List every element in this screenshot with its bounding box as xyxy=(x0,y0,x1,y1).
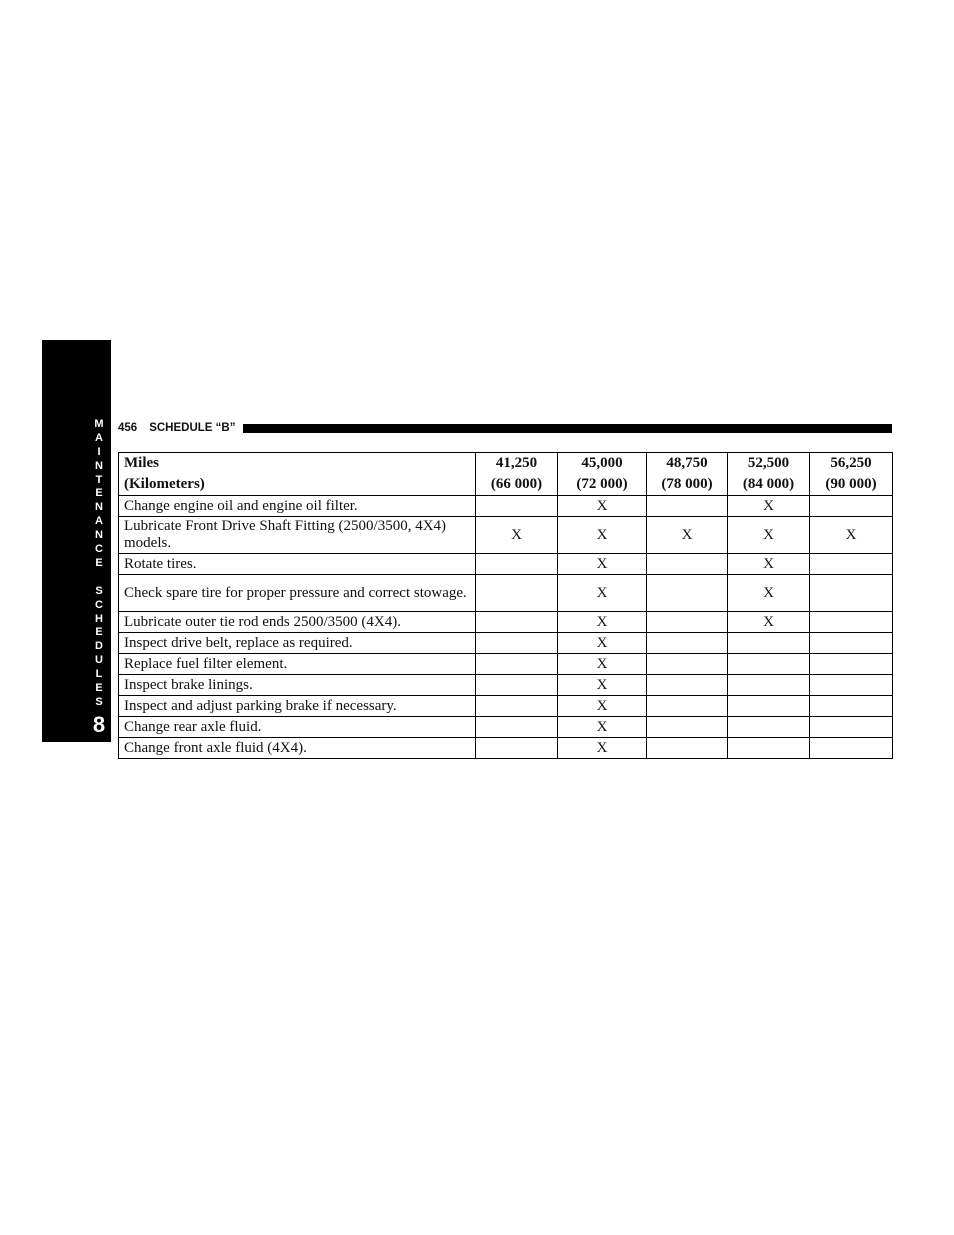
interval-km: (66 000) xyxy=(490,476,543,492)
mark-cell xyxy=(810,612,893,633)
mark-cell xyxy=(810,675,893,696)
mark-cell: X xyxy=(476,517,558,554)
interval-km: (90 000) xyxy=(825,476,877,492)
task-cell: Change engine oil and engine oil filter. xyxy=(119,496,476,517)
task-cell: Change rear axle fluid. xyxy=(119,717,476,738)
tab-letter: E xyxy=(95,556,103,569)
tab-letter: N xyxy=(95,459,103,472)
interval-header xyxy=(810,453,893,496)
task-cell: Change front axle fluid (4X4). xyxy=(119,738,476,759)
mark-cell xyxy=(476,612,558,633)
page-title: SCHEDULE “B” xyxy=(149,422,236,434)
tab-letter: E xyxy=(95,487,103,500)
mark-cell: X xyxy=(558,612,647,633)
mark-cell xyxy=(647,654,728,675)
mark-cell: X xyxy=(810,517,893,554)
mark-cell: X xyxy=(558,517,647,554)
mark-cell xyxy=(647,575,728,612)
task-cell: Rotate tires. xyxy=(119,554,476,575)
interval-miles: 45,000 xyxy=(581,455,623,471)
table-row xyxy=(119,554,893,575)
interval-header xyxy=(558,453,647,496)
mark-cell xyxy=(810,575,893,612)
mark-cell xyxy=(476,675,558,696)
mark-cell xyxy=(728,675,810,696)
task-cell: Inspect drive belt, replace as required. xyxy=(119,633,476,654)
interval-km: (72 000) xyxy=(576,476,628,492)
mark-cell xyxy=(647,717,728,738)
header-rule xyxy=(243,424,892,433)
tab-letter: N xyxy=(95,529,103,542)
mark-cell xyxy=(810,496,893,517)
mark-cell xyxy=(476,696,558,717)
task-cell: Inspect brake linings. xyxy=(119,675,476,696)
mark-cell xyxy=(647,612,728,633)
interval-miles: 41,250 xyxy=(495,455,538,471)
table-row xyxy=(119,696,893,717)
mark-cell: X xyxy=(728,496,810,517)
section-number: 8 xyxy=(92,712,106,737)
mark-cell: X xyxy=(728,612,810,633)
tab-letter: C xyxy=(95,598,103,611)
task-cell: Inspect and adjust parking brake if necessary. xyxy=(119,696,476,717)
mark-cell xyxy=(647,496,728,517)
tab-letter: E xyxy=(95,682,103,695)
table-row xyxy=(119,633,893,654)
table-row xyxy=(119,654,893,675)
tab-letter: L xyxy=(95,668,103,681)
mark-cell: X xyxy=(558,575,647,612)
interval-km: (78 000) xyxy=(661,476,713,492)
tab-letter: I xyxy=(97,445,101,458)
tab-letter: T xyxy=(95,473,103,486)
tab-letter: C xyxy=(95,543,103,556)
page-header xyxy=(118,420,892,436)
mark-cell: X xyxy=(558,696,647,717)
tab-letter: A xyxy=(95,431,103,444)
interval-miles: 48,750 xyxy=(666,455,708,471)
tab-letter: U xyxy=(95,654,103,667)
mark-cell xyxy=(728,717,810,738)
mark-cell xyxy=(476,554,558,575)
mark-cell xyxy=(647,554,728,575)
mark-cell xyxy=(810,717,893,738)
interval-header xyxy=(476,453,558,496)
mark-cell xyxy=(728,738,810,759)
table-row xyxy=(119,517,893,554)
table-row xyxy=(119,675,893,696)
mark-cell xyxy=(728,654,810,675)
mark-cell: X xyxy=(558,717,647,738)
task-cell: Lubricate outer tie rod ends 2500/3500 (4X4). xyxy=(119,612,476,633)
table-row xyxy=(119,496,893,517)
mark-cell: X xyxy=(558,554,647,575)
mark-cell: X xyxy=(728,517,810,554)
tab-letter: S xyxy=(95,584,103,597)
task-cell: Replace fuel filter element. xyxy=(119,654,476,675)
mark-cell: X xyxy=(728,575,810,612)
tab-letter: E xyxy=(95,626,103,639)
header-label-cell xyxy=(119,453,476,496)
task-cell: Check spare tire for proper pressure and correct stowage. xyxy=(119,575,476,612)
mark-cell xyxy=(810,696,893,717)
mark-cell: X xyxy=(558,675,647,696)
mark-cell xyxy=(476,654,558,675)
interval-miles: 52,500 xyxy=(747,455,790,471)
header-label-km: (Kilometers) xyxy=(124,476,205,492)
mark-cell xyxy=(476,633,558,654)
tab-letter: H xyxy=(95,612,103,625)
mark-cell xyxy=(476,717,558,738)
tab-letter: A xyxy=(95,515,103,528)
mark-cell xyxy=(810,654,893,675)
tab-letter: S xyxy=(95,695,103,708)
section-tab-label xyxy=(88,418,110,710)
mark-cell: X xyxy=(558,496,647,517)
maintenance-schedule-table xyxy=(118,452,893,759)
mark-cell xyxy=(647,738,728,759)
mark-cell: X xyxy=(728,554,810,575)
mark-cell xyxy=(810,738,893,759)
mark-cell xyxy=(810,554,893,575)
mark-cell: X xyxy=(647,517,728,554)
interval-header xyxy=(728,453,810,496)
mark-cell xyxy=(476,738,558,759)
mark-cell xyxy=(476,496,558,517)
table-row xyxy=(119,738,893,759)
mark-cell xyxy=(647,633,728,654)
table-row xyxy=(119,575,893,612)
mark-cell xyxy=(728,696,810,717)
tab-letter: D xyxy=(95,640,103,653)
tab-letter-gap xyxy=(88,571,110,585)
tab-letter: M xyxy=(94,418,104,430)
table-row xyxy=(119,717,893,738)
interval-header xyxy=(647,453,728,496)
mark-cell xyxy=(647,675,728,696)
mark-cell xyxy=(810,633,893,654)
mark-cell xyxy=(476,575,558,612)
table-header-row xyxy=(119,453,893,496)
mark-cell: X xyxy=(558,633,647,654)
interval-miles: 56,250 xyxy=(830,455,872,471)
tab-letter: N xyxy=(95,501,103,514)
mark-cell xyxy=(728,633,810,654)
header-label-miles: Miles xyxy=(124,455,159,471)
mark-cell: X xyxy=(558,654,647,675)
table-row xyxy=(119,612,893,633)
page-number: 456 xyxy=(118,422,138,434)
interval-km: (84 000) xyxy=(742,476,795,492)
task-cell: Lubricate Front Drive Shaft Fitting (2500/3500, 4X4) models. xyxy=(119,517,476,554)
mark-cell: X xyxy=(558,738,647,759)
mark-cell xyxy=(647,696,728,717)
